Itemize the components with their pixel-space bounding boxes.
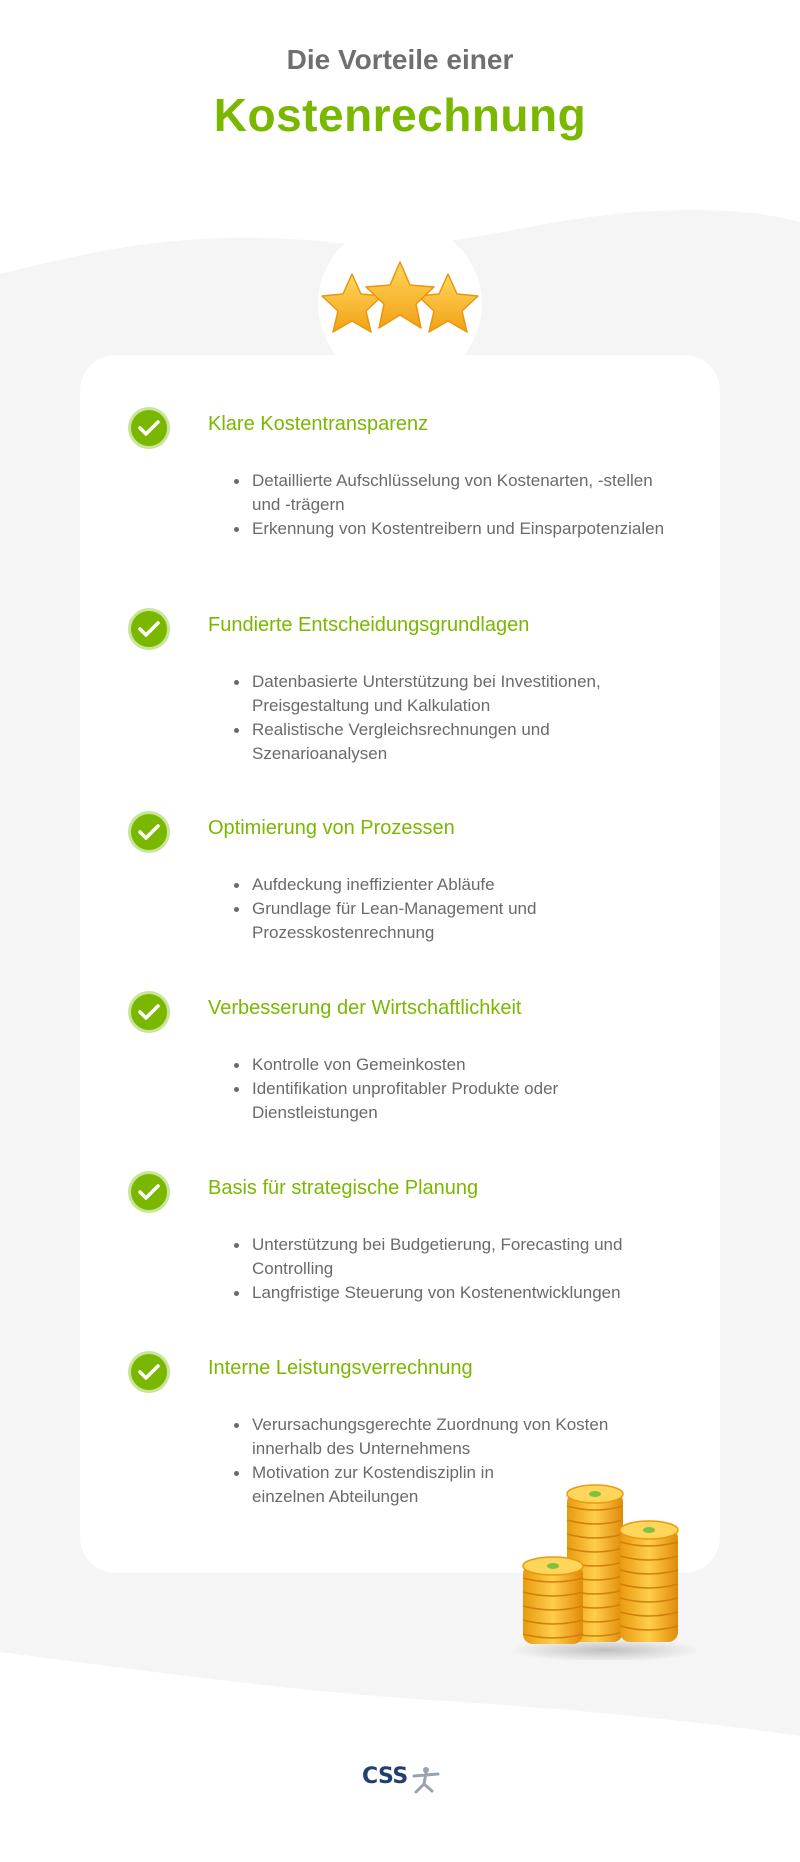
list-item: Erkennung von Kostentreibern und Einsparpotenzialen bbox=[240, 517, 680, 541]
benefit-title: Fundierte Entscheidungsgrundlagen bbox=[208, 614, 530, 636]
benefits-card bbox=[80, 355, 720, 1573]
benefit-list bbox=[228, 1233, 680, 1305]
page-title: Kostenrechnung bbox=[213, 89, 587, 141]
coin-stacks-icon bbox=[505, 1480, 705, 1660]
list-item: Unterstützung bei Budgetierung, Forecasting und Controlling bbox=[240, 1233, 680, 1281]
list-item: Aufdeckung ineffizienter Abläufe bbox=[240, 873, 680, 897]
benefit-title: Verbesserung der Wirtschaftlichkeit bbox=[208, 997, 522, 1019]
check-icon bbox=[128, 1351, 170, 1393]
benefit-list bbox=[228, 873, 680, 945]
check-icon bbox=[128, 1171, 170, 1213]
list-item: Detaillierte Aufschlüsselung von Kostenarten, -stellen und -trägern bbox=[240, 469, 680, 517]
benefit-title: Klare Kostentransparenz bbox=[208, 413, 429, 435]
list-item: Datenbasierte Unterstützung bei Investitionen, Preisgestaltung und Kalkulation bbox=[240, 670, 680, 718]
logo-text: CSS bbox=[362, 1764, 408, 1789]
page-subtitle: Die Vorteile einer bbox=[286, 44, 514, 75]
benefit-title: Optimierung von Prozessen bbox=[208, 817, 455, 839]
benefit-list bbox=[228, 1053, 680, 1125]
list-item: Identifikation unprofitabler Produkte oder Dienstleistungen bbox=[240, 1077, 680, 1125]
check-icon bbox=[128, 407, 170, 449]
check-icon bbox=[128, 811, 170, 853]
list-item: Motivation zur Kostendisziplin in einzelnen Abteilungen bbox=[240, 1461, 502, 1509]
benefit-title: Basis für strategische Planung bbox=[208, 1177, 479, 1199]
list-item: Realistische Vergleichsrechnungen und Szenarioanalysen bbox=[240, 718, 680, 766]
check-icon bbox=[128, 608, 170, 650]
logo-figure-icon bbox=[406, 1764, 446, 1794]
list-item: Verursachungsgerechte Zuordnung von Kosten innerhalb des Unternehmens bbox=[240, 1413, 662, 1461]
benefit-list bbox=[228, 670, 680, 766]
list-item: Kontrolle von Gemeinkosten bbox=[240, 1053, 680, 1077]
benefit-list bbox=[228, 1413, 609, 1509]
list-item: Langfristige Steuerung von Kostenentwicklungen bbox=[240, 1281, 680, 1305]
list-item: Grundlage für Lean-Management und Prozesskostenrechnung bbox=[240, 897, 680, 945]
check-icon bbox=[128, 991, 170, 1033]
benefit-list bbox=[228, 469, 680, 541]
css-logo bbox=[362, 1764, 442, 1794]
benefit-title: Interne Leistungsverrechnung bbox=[208, 1357, 473, 1379]
